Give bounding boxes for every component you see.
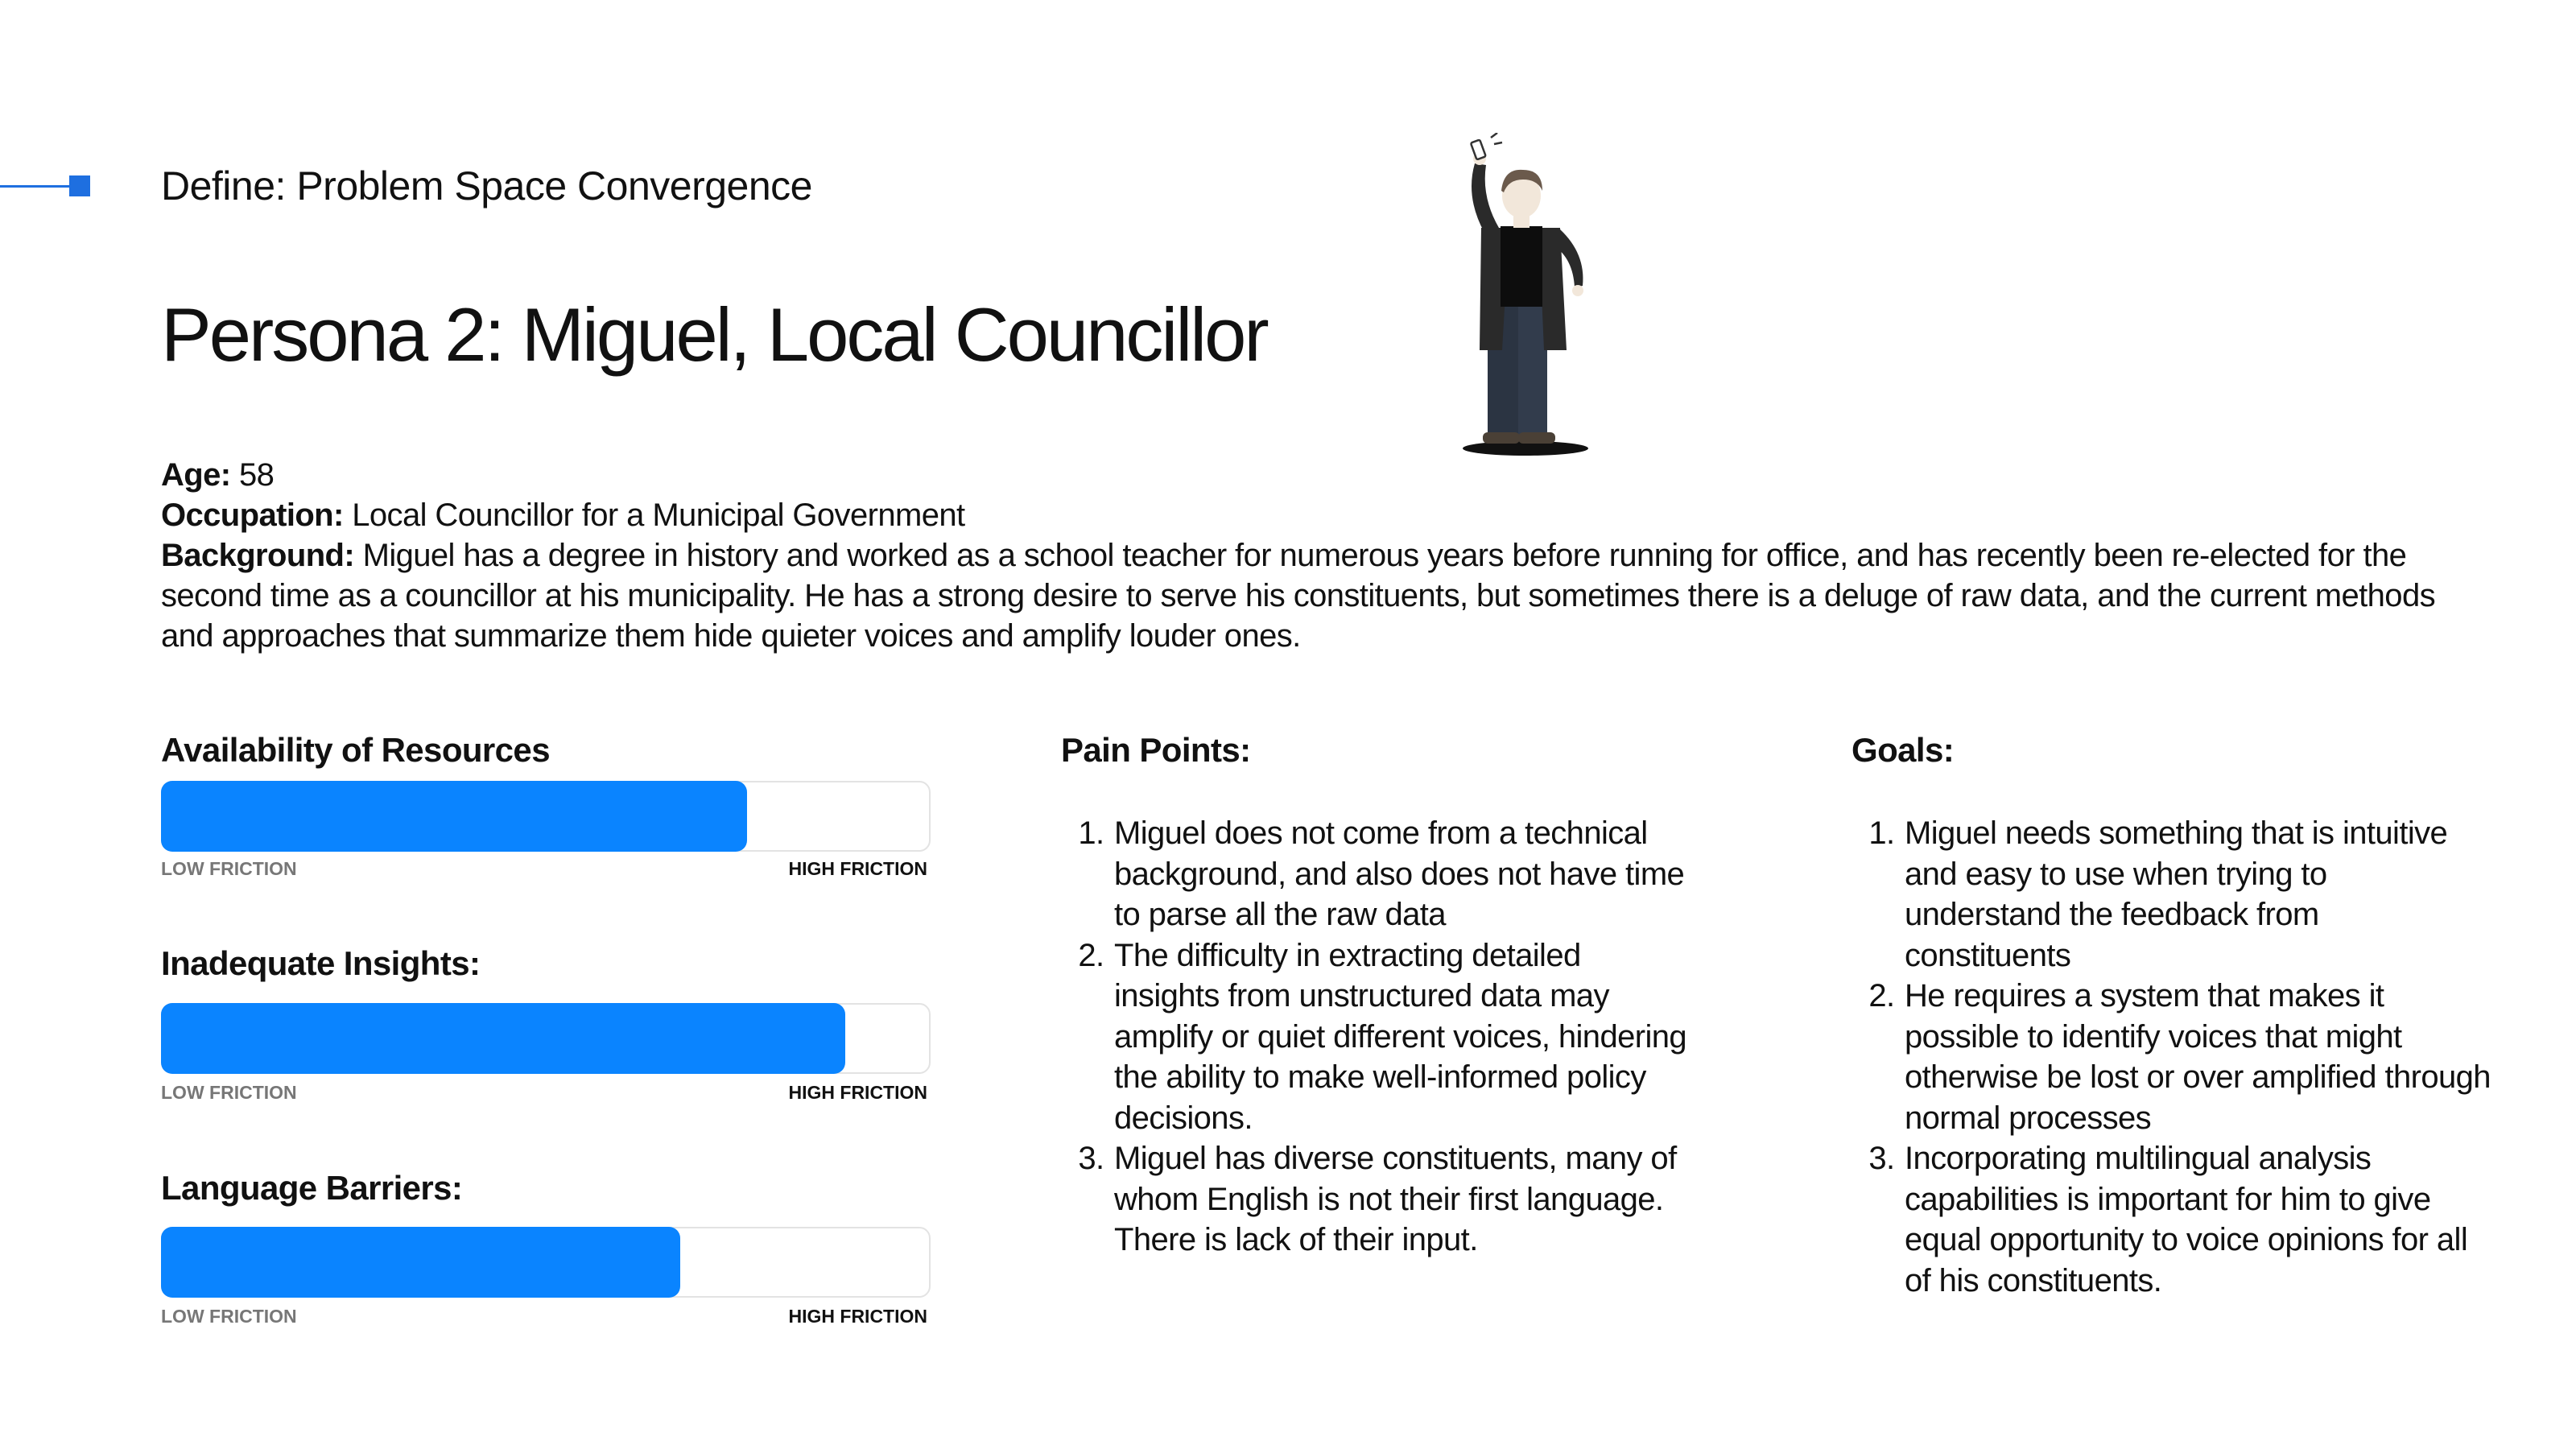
- age-value: 58: [239, 457, 275, 493]
- meter-fill-language: [161, 1227, 680, 1298]
- meter-label-resources: Availability of Resources: [161, 731, 550, 769]
- high-friction-label: HIGH FRICTION: [788, 858, 927, 879]
- pain-point-item: 2. The difficulty in extracting detailed insights from unstructured data may amplify or quiet different voices, hindering the ability to make well-informed policy decisions.: [1113, 935, 1692, 1139]
- section-title: Define: Problem Space Convergence: [161, 163, 812, 208]
- high-friction-label: HIGH FRICTION: [788, 1082, 927, 1103]
- meter-scale-insights: [161, 1082, 927, 1104]
- low-friction-label: LOW FRICTION: [161, 858, 297, 879]
- goals-list: [1852, 813, 2491, 1301]
- occupation-value: Local Councillor for a Municipal Government: [352, 497, 965, 533]
- age-line: Age: 58: [161, 457, 275, 493]
- accent-square: [69, 175, 90, 196]
- low-friction-label: LOW FRICTION: [161, 1082, 297, 1103]
- meter-scale-resources: [161, 858, 927, 880]
- goal-item: 1. Miguel needs something that is intuitive and easy to use when trying to understand the feedback from constituents: [1903, 813, 2491, 976]
- goal-item: 3. Incorporating multilingual analysis capabilities is important for him to give equal opportunity to voice opinions for all of his constituents.: [1903, 1138, 2491, 1301]
- pain-points-list: [1061, 813, 1692, 1261]
- meter-scale-language: [161, 1306, 927, 1327]
- meter-label-language: Language Barriers:: [161, 1169, 463, 1207]
- persona-illustration: [1425, 133, 1618, 471]
- goal-item: 2. He requires a system that makes it possible to identify voices that might otherwise be lost or over amplified through normal processes: [1903, 976, 2491, 1138]
- pain-point-item: 1. Miguel does not come from a technical background, and also does not have time to parse all the raw data: [1113, 813, 1692, 935]
- goals-heading: Goals:: [1852, 731, 1955, 769]
- meter-track-language: [161, 1227, 931, 1298]
- background-line: Background: Miguel has a degree in history and worked as a school teacher for numerous years before running for office, and has recently been re-elected for the second time as a councillor at his municipality. He has a strong desire to serve his constituents, but sometimes there is a deluge of raw data, and the current methods and approaches that summarize them hide quieter voices and amplify louder ones.: [161, 538, 2435, 654]
- meter-track-resources: [161, 781, 931, 852]
- meter-track-insights: [161, 1003, 931, 1074]
- occupation-line: Occupation: Local Councillor for a Municipal Government: [161, 497, 965, 533]
- accent-line: [0, 185, 69, 188]
- page-title: Persona 2: Miguel, Local Councillor: [161, 292, 1267, 377]
- persona-details: [161, 455, 2447, 656]
- meter-fill-resources: [161, 781, 747, 852]
- meter-fill-insights: [161, 1003, 845, 1074]
- background-text: Miguel has a degree in history and worked as a school teacher for numerous years before running for office, and has recently been re-elected for the second time as a councillor at his municipality. He has a strong desire to serve his constituents, but sometimes there is a deluge of raw data, and the current methods and approaches that summarize them hide quieter voices and amplify louder ones.: [161, 538, 2435, 654]
- pain-points-heading: Pain Points:: [1061, 731, 1251, 769]
- low-friction-label: LOW FRICTION: [161, 1306, 297, 1327]
- meter-label-insights: Inadequate Insights:: [161, 944, 481, 982]
- pain-point-item: 3. Miguel has diverse constituents, many of whom English is not their first language. There is lack of their input.: [1113, 1138, 1692, 1261]
- high-friction-label: HIGH FRICTION: [788, 1306, 927, 1327]
